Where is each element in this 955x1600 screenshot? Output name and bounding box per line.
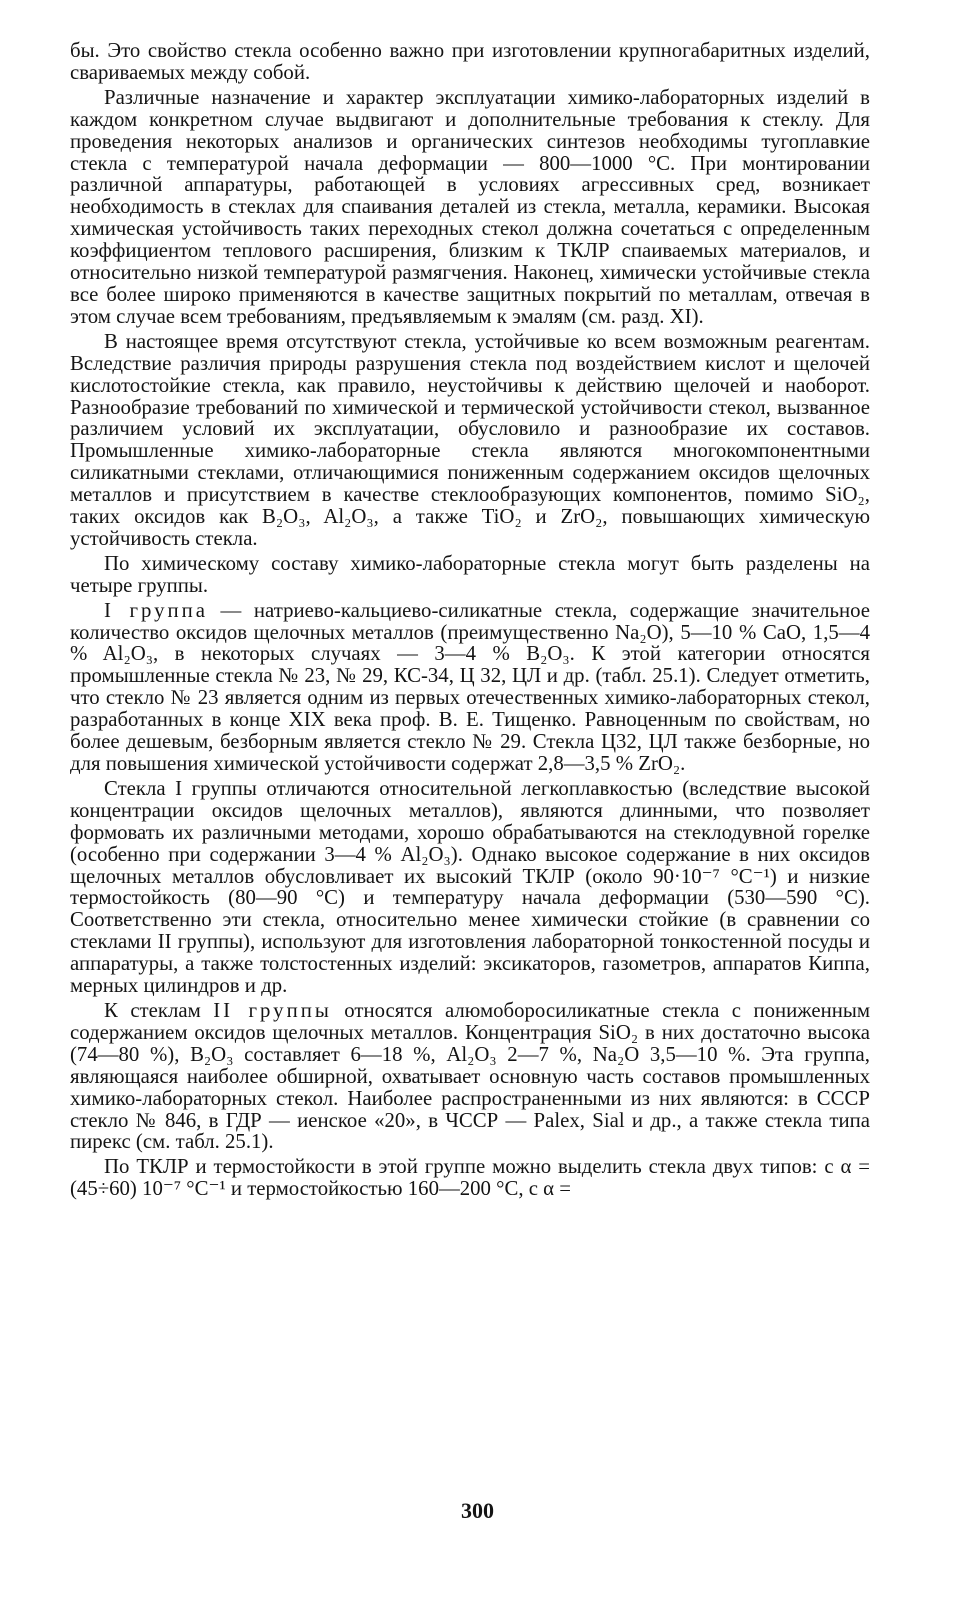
paragraph-6: Стекла I группы отличаются относительной легкоплавкостью (вследствие высокой концентрации оксидов щелочных металлов), являются длинными, что позволяет формовать их различными методами, хорошо обрабатываются на стеклодувной горелке (особенно при содержании 3—4 % Al₂O₃). Однако высокое содержание в них оксидов щелочных металлов обусловливает их высокий ТКЛР (около 90·10⁻⁷ °C⁻¹) и низкие термостойкость (80—90 °C) и температуру начала деформации (530—590 °C). Соответственно эти стекла, относительно менее химически стойкие (в сравнении со стеклами II группы), используют для изготовления лабораторной тонкостенной посуды и аппаратуры, а также толстостенных изделий: эксикаторов, газометров, аппаратов Киппа, мерных цилиндров и др. — [70, 776, 870, 998]
paragraph-8: По ТКЛР и термостойкости в этой группе можно выделить стекла двух типов: с α = (45÷60) 10⁻⁷ °C⁻¹ и термостойкостью 160—200 °C, с α = — [70, 1155, 870, 1201]
paragraph-1: бы. Это свойство стекла особенно важно при изготовлении крупногабаритных изделий, свариваемых между собой. — [70, 39, 870, 84]
group-2-heading: II группы — [213, 998, 332, 1022]
paragraph-4: По химическому составу химико-лабораторные стекла могут быть разделены на четыре группы. — [70, 551, 870, 597]
paragraph-7 — [70, 1000, 870, 1153]
page-text-body — [70, 40, 870, 1203]
paragraph-5-text: — натриево-кальциево-силикатные стекла, содержащие значительное количество оксидов щелочных металлов (преимущественно Na₂O), 5—10 % CaO, 1,5—4 % Al₂O₃, в некоторых случаях — 3—4 % B₂O₃. К этой категории относятся промышленные стекла № 23, № 29, КС-34, Ц 32, ЦЛ и др. (табл. 25.1). Следует отметить, что стекло № 23 является одним из первых отечественных химико-лабораторных стекол, разработанных в конце XIX века проф. В. Е. Тищенко. Равноценным по свойствам, но более дешевым, безборным является стекло № 29. Стекла Ц32, ЦЛ также безборные, но для повышения химической устойчивости содержат 2,8—3,5 % ZrO₂. — [70, 598, 870, 775]
paragraph-2: Различные назначение и характер эксплуатации химико-лабораторных изделий в каждом конкретном случае выдвигают и дополнительные требования к стеклу. Для проведения некоторых анализов и органических синтезов необходимы тугоплавкие стекла с температурой начала деформации — 800—1000 °C. При монтировании различной аппаратуры, работающей в условиях агрессивных сред, возникает необходимость в стеклах для спаивания деталей из стекла, металла, керамики. Высокая химическая устойчивость таких переходных стекол должна сочетаться с определенным коэффициентом теплового расширения, близким к ТКЛР спаиваемых материалов, и относительно низкой температурой размягчения. Наконец, химически устойчивые стекла все более широко применяются в качестве защитных покрытий по металлам, отвечая в этом случае всем требованиям, предъявляемым к эмалям (см. разд. XI). — [70, 85, 870, 328]
paragraph-3: В настоящее время отсутствуют стекла, устойчивые ко всем возможным реагентам. Вследствие различия природы разрушения стекла под воздействием кислот и щелочей кислотостойкие стекла, как правило, неустойчивы к действию щелочей и наоборот. Разнообразие требований по химической и термической устойчивости стекол, вызванное различием условий их эксплуатации, обусловило и разнообразие их составов. Промышленные химико-лабораторные стекла являются многокомпонентными силикатными стеклами, отличающимися пониженным содержанием оксидов щелочных металлов и присутствием в качестве стеклообразующих компонентов, помимо SiO₂, таких оксидов как B₂O₃, Al₂O₃, а также TiO₂ и ZrO₂, повышающих химическую устойчивость стекла. — [70, 329, 870, 550]
page-number: 300 — [461, 1498, 494, 1523]
paragraph-7-prefix: К стеклам — [104, 998, 214, 1022]
paragraph-5 — [70, 600, 870, 775]
group-1-heading: I группа — [104, 598, 209, 622]
paragraph-7-text: относятся алюмоборосиликатные стекла с пониженным содержанием оксидов щелочных металлов. Концентрация SiO₂ в них достаточно высока (74—80 %), B₂O₃ составляет 6—18 %, Al₂O₃ 2—7 %, Na₂O 3,5—10 %. Эта группа, являющаяся наиболее обширной, охватывает основную часть составов промышленных химико-лабораторных стекол. Наиболее распространенными из них являются: в СССР стекло № 846, в ГДР — иенское «20», в ЧССР — Palex, Sial и др., а также стекла типа пирекс (см. табл. 25.1). — [70, 998, 870, 1154]
